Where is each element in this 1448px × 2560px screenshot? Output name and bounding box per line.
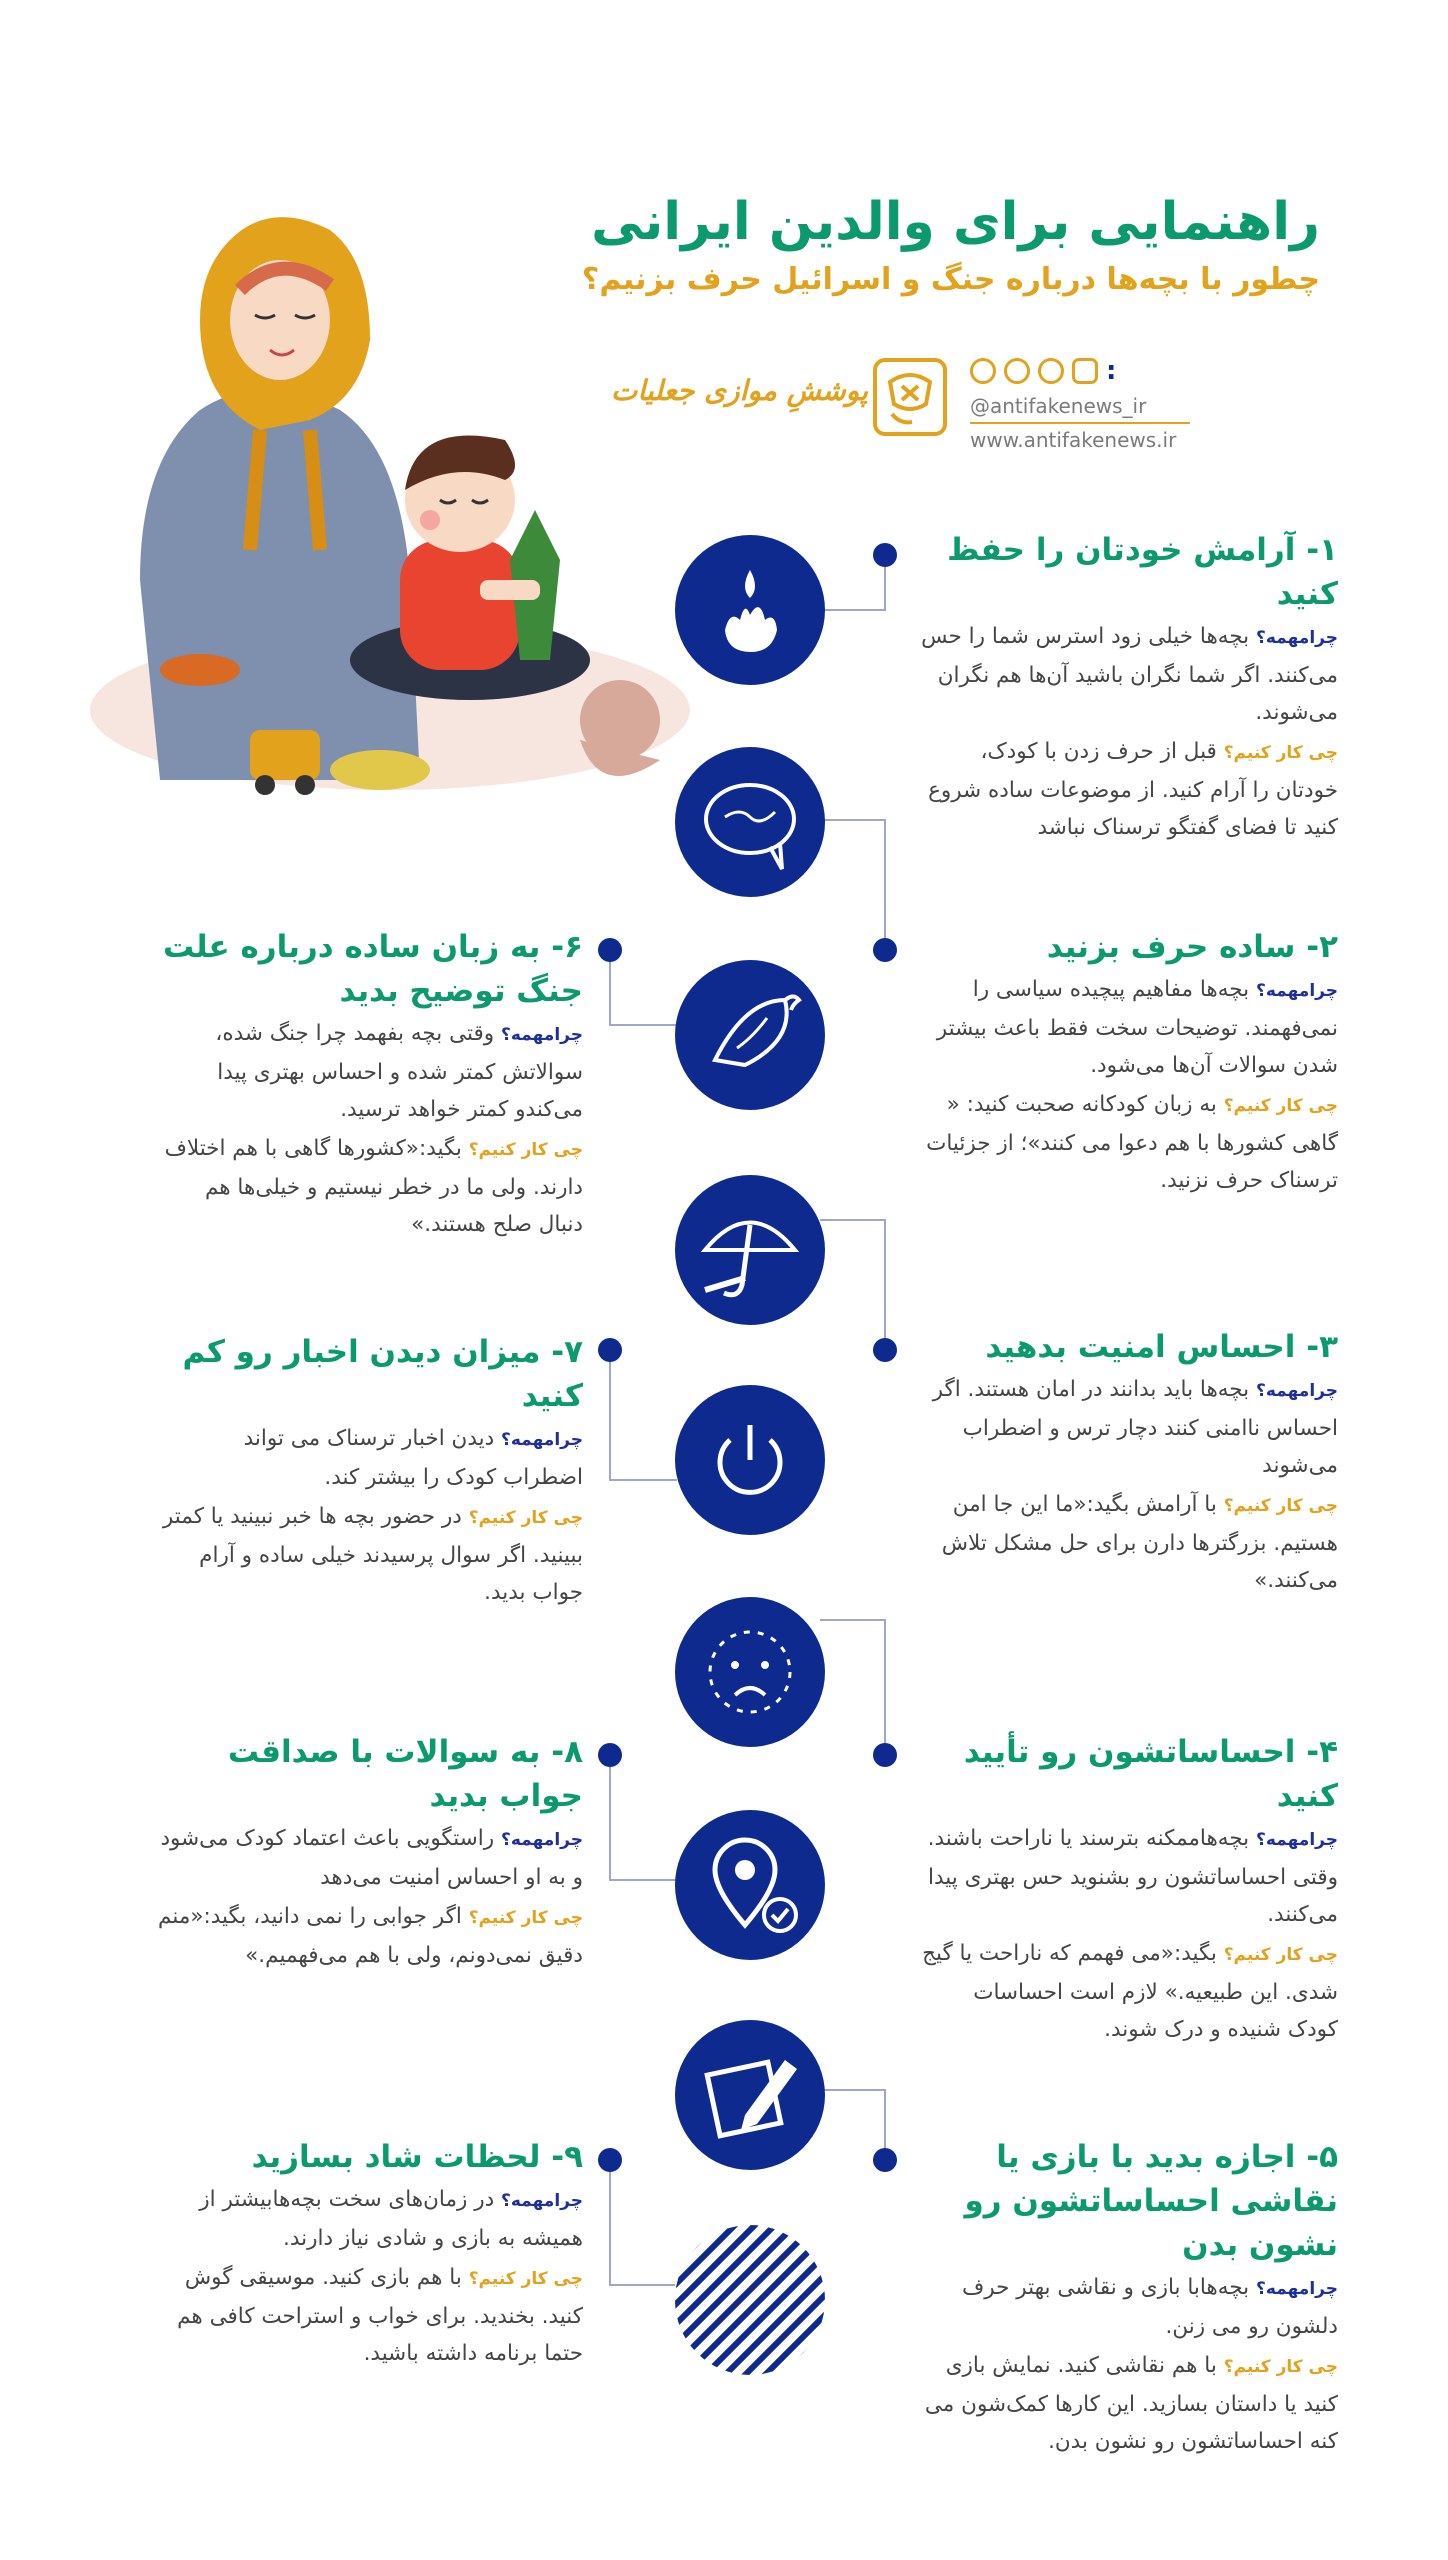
section-title: ۹- لحظات شاد بسازید (251, 2139, 583, 2175)
section-title: ۲- ساده حرف بزنید (1046, 929, 1338, 965)
how-label: چی کار کنیم؟ (468, 2269, 583, 2289)
how-text: با آرامش بگید:«ما این جا امن هستیم. بزرگترها دارن برای حل مشکل تلاش می‌کنند.» (941, 1492, 1338, 1593)
timeline-dot (873, 938, 897, 962)
circle-4 (675, 1175, 825, 1325)
section-how (918, 1486, 1338, 1599)
timeline-dot (598, 2148, 622, 2172)
how-label: چی کار کنیم؟ (1223, 2357, 1338, 2377)
circle-2 (675, 747, 825, 897)
bird-icon (675, 960, 825, 1110)
section-8 (158, 1730, 583, 1974)
how-text: اگر جوابی را نمی دانید، بگید:«منم دقیق نمی‌دونم، ولی با هم می‌فهمیم.» (158, 1904, 583, 1968)
section-why (158, 1820, 583, 1896)
umbrella-icon (675, 1175, 825, 1325)
why-label: چرا‌مهمه؟ (501, 1025, 583, 1045)
section-how (918, 1935, 1338, 2048)
how-text: قبل از حرف زدن با کودک، خودتان را آرام کنید. از موضوعات ساده شروع کنید تا فضای گفتگو ترسناک نباشد (928, 739, 1338, 840)
circle-5 (675, 1385, 825, 1535)
why-label: چرا‌مهمه؟ (1256, 1830, 1338, 1850)
why-label: چرا‌مهمه؟ (501, 2191, 583, 2211)
section-why (918, 2269, 1338, 2345)
section-5 (918, 2135, 1338, 2460)
how-label: چی کار کنیم؟ (1223, 1945, 1338, 1965)
how-label: چی کار کنیم؟ (1223, 1096, 1338, 1116)
why-text: بچه‌ها خیلی زود استرس شما را حس می‌کنند. اگر شما نگران باشید آن‌ها هم نگران می‌شوند. (921, 624, 1338, 725)
section-how (158, 1498, 583, 1611)
why-label: چرا‌مهمه؟ (501, 1830, 583, 1850)
hatched-circle-icon (675, 2225, 825, 2375)
why-label: چرا‌مهمه؟ (1256, 628, 1338, 648)
timeline-dot (873, 1743, 897, 1767)
section-9 (158, 2135, 583, 2372)
section-6 (158, 925, 583, 1243)
section-title: ۷- میزان دیدن اخبار رو کم کنید (182, 1334, 583, 1414)
how-label: چی کار کنیم؟ (1223, 743, 1338, 763)
why-text: بچه‌ها مفاهیم پیچیده سیاسی را نمی‌فهمند. توضیحات سخت فقط باعث بیشتر شدن سوالات آن‌ها می‌شود. (936, 977, 1338, 1078)
page-subtitle: چطور با بچه‌ها درباره جنگ و اسرائیل حرف بزنیم؟ (581, 262, 1320, 297)
why-text: وقتی بچه بفهمد چرا جنگ شده، سوالاتش کمتر شده و احساس بهتری پیدا می‌کندو کمتر خواهد ترسید. (215, 1021, 583, 1122)
how-text: بگید:«کشورها گاهی با هم اختلاف دارند. ولی ما در خطر نیستیم و خیلی‌ها هم دنبال صلح هستند.» (164, 1136, 583, 1237)
timeline-dot (598, 1338, 622, 1362)
social-handle[interactable]: @antifakenews_ir (970, 394, 1147, 418)
section-3 (918, 1325, 1338, 1599)
section-1 (918, 528, 1338, 846)
page-title: راهنمایی برای والدین ایرانی (591, 192, 1320, 252)
brand-text: پوششِ موازی جعلیات (610, 374, 868, 407)
timeline-dot (873, 1338, 897, 1362)
colon-mark: : (1106, 356, 1117, 386)
section-title: ۳- احساس امنیت بدهید (985, 1329, 1338, 1365)
section-title: ۵- اجازه بدید با بازی یا نقاشی احساساتشون رو نشون بدن (964, 2139, 1338, 2263)
section-how (918, 2347, 1338, 2460)
how-text: بگید:«می فهمم که ناراحت یا گیج شدی. این طبیعیه.» لازم است احساسات کودک شنیده و درک شوند. (922, 1941, 1338, 2042)
circle-7 (675, 1810, 825, 1960)
how-text: به زبان کودکانه صحبت کنید: « گاهی کشورها با هم دعوا می کنند»؛ از جزئیات ترسناک حرف نزنید. (926, 1092, 1338, 1193)
section-why (918, 1820, 1338, 1933)
section-why (918, 618, 1338, 731)
why-label: چرا‌مهمه؟ (1256, 1381, 1338, 1401)
website-link[interactable]: www.antifakenews.ir (970, 422, 1190, 452)
timeline-dot (598, 1743, 622, 1767)
section-why (158, 2181, 583, 2257)
why-label: چرا‌مهمه؟ (501, 1430, 583, 1450)
section-how (918, 1086, 1338, 1199)
fire-drop-icon (675, 535, 825, 685)
section-title: ۸- به سوالات با صداقت جواب بدید (227, 1734, 583, 1814)
circle-6 (675, 1597, 825, 1747)
location-check-icon (675, 1810, 825, 1960)
how-label: چی کار کنیم؟ (468, 1140, 583, 1160)
why-text: دیدن اخبار ترسناک می تواند اضطراب کودک را بیشتر کند. (243, 1426, 583, 1490)
why-text: بچه‌هاممکنه بترسند یا ناراحت باشند. وقتی احساساتشون رو بشنوید حس بهتری پیدا می‌کنند. (927, 1826, 1338, 1927)
section-how (918, 733, 1338, 846)
section-why (918, 1371, 1338, 1484)
why-label: چرا‌مهمه؟ (1256, 981, 1338, 1001)
section-how (158, 2259, 583, 2372)
section-title: ۶- به زبان ساده درباره علت جنگ توضیح بدید (163, 929, 583, 1009)
section-7 (158, 1330, 583, 1611)
circle-1 (675, 535, 825, 685)
why-text: بچه‌ها باید بدانند در امان هستند. اگر احساس ناامنی کنند دچار ترس و اضطراب می‌شوند (932, 1377, 1338, 1478)
section-how (158, 1130, 583, 1243)
section-title: ۴- احساساتشون رو تأیید کنید (963, 1734, 1338, 1814)
timeline-dot (873, 543, 897, 567)
sad-face-icon (675, 1597, 825, 1747)
section-2 (918, 925, 1338, 1199)
how-text: با هم نقاشی کنید. نمایش بازی کنید یا داستان بسازید. این کارها کمک‌شون می کنه احساساتشون رو نشون بدن. (924, 2353, 1338, 2454)
speech-bubble-icon (675, 747, 825, 897)
power-icon (675, 1385, 825, 1535)
pencil-paper-icon (675, 2020, 825, 2170)
section-4 (918, 1730, 1338, 2048)
how-text: با هم بازی کنید. موسیقی گوش کنید. بخندید. برای خواب و استراحت کافی هم حتما برنامه داشته باشید. (177, 2265, 583, 2366)
circle-8 (675, 2020, 825, 2170)
how-label: چی کار کنیم؟ (1223, 1496, 1338, 1516)
how-label: چی کار کنیم؟ (468, 1908, 583, 1928)
how-label: چی کار کنیم؟ (468, 1508, 583, 1528)
why-label: چرا‌مهمه؟ (1256, 2279, 1338, 2299)
section-how (158, 1898, 583, 1974)
why-text: راستگویی باعث اعتماد کودک می‌شود و به او احساس امنیت می‌دهد (160, 1826, 583, 1890)
section-why (158, 1015, 583, 1128)
timeline-dot (873, 2148, 897, 2172)
timeline-dot (598, 938, 622, 962)
section-title: ۱- آرامش خودتان را حفظ کنید (947, 532, 1338, 612)
circle-3 (675, 960, 825, 1110)
why-text: بچه‌هابا بازی و نقاشی بهتر حرف دلشون رو می زنن. (962, 2275, 1338, 2339)
why-text: در زمان‌های سخت بچه‌هابیشتر از همیشه به بازی و شادی نیاز دارند. (199, 2187, 583, 2251)
section-why (158, 1420, 583, 1496)
section-why (918, 971, 1338, 1084)
circle-9 (675, 2225, 825, 2375)
how-text: در حضور بچه ها خبر نبینید یا کمتر ببینید. اگر سوال پرسیدند خیلی ساده و آرام جواب بدید. (162, 1504, 583, 1605)
